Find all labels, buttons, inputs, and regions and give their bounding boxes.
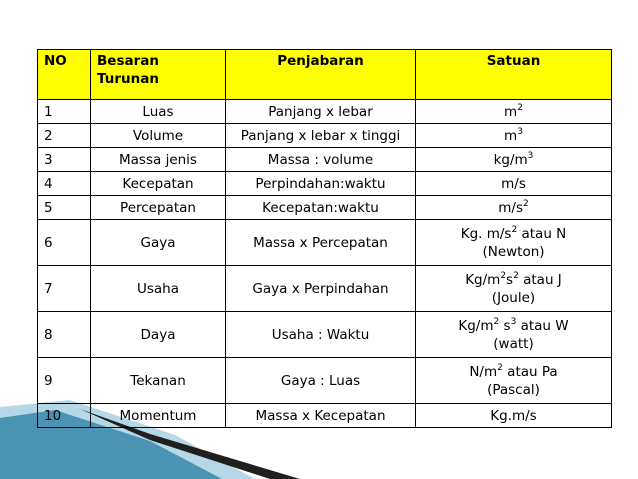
cell-penjabaran: Kecepatan:waktu (226, 196, 416, 220)
table-row (38, 404, 612, 428)
cell-besaran: Volume (91, 124, 226, 148)
satuan-exponent: 2 (517, 102, 523, 113)
header-besaran-turunan (91, 50, 226, 100)
satuan-text: atau N (517, 225, 567, 242)
cell-satuan (416, 220, 612, 266)
satuan-text: m (504, 127, 518, 144)
cell-no: 5 (38, 196, 91, 220)
cell-penjabaran: Perpindahan:waktu (226, 172, 416, 196)
cell-satuan (416, 358, 612, 404)
cell-satuan (416, 124, 612, 148)
table-row (38, 220, 612, 266)
table-header-row (38, 50, 612, 100)
cell-no: 8 (38, 312, 91, 358)
satuan-text: Kg/m (458, 317, 494, 334)
header-satuan: Satuan (416, 50, 612, 100)
cell-besaran: Percepatan (91, 196, 226, 220)
cell-besaran: Tekanan (91, 358, 226, 404)
cell-besaran: Gaya (91, 220, 226, 266)
satuan-text: kg/m (493, 151, 528, 168)
satuan-name: (Newton) (482, 243, 545, 260)
header-no: NO (38, 50, 91, 100)
satuan-exponent: 2 (497, 362, 503, 373)
satuan-exponent: 3 (517, 126, 523, 137)
cell-penjabaran: Panjang x lebar (226, 100, 416, 124)
header-besaran-line2: Turunan (97, 71, 159, 87)
satuan-exponent: 2 (511, 224, 518, 235)
cell-satuan (416, 172, 612, 196)
cell-besaran: Massa jenis (91, 148, 226, 172)
table-row (38, 196, 612, 220)
satuan-exponent: 2 (500, 270, 507, 281)
satuan-text: s (506, 271, 514, 288)
satuan-text: m/s (498, 199, 523, 216)
satuan-text: m/s (501, 175, 526, 192)
derived-quantities-table (37, 49, 612, 428)
satuan-text: Kg. m/s (460, 225, 512, 242)
satuan-name: (Pascal) (487, 381, 540, 398)
cell-satuan (416, 312, 612, 358)
satuan-exponent: 3 (510, 316, 517, 327)
table-row (38, 124, 612, 148)
satuan-text: atau W (516, 317, 569, 334)
table-row (38, 358, 612, 404)
cell-satuan (416, 100, 612, 124)
satuan-text: atau Pa (502, 363, 558, 380)
cell-satuan (416, 148, 612, 172)
cell-satuan (416, 404, 612, 428)
table-row (38, 266, 612, 312)
cell-penjabaran: Massa x Percepatan (226, 220, 416, 266)
cell-penjabaran: Usaha : Waktu (226, 312, 416, 358)
cell-no: 7 (38, 266, 91, 312)
cell-no: 1 (38, 100, 91, 124)
cell-penjabaran: Gaya x Perpindahan (226, 266, 416, 312)
cell-besaran: Daya (91, 312, 226, 358)
cell-penjabaran: Massa : volume (226, 148, 416, 172)
satuan-text: Kg/m (465, 271, 501, 288)
cell-penjabaran: Panjang x lebar x tinggi (226, 124, 416, 148)
cell-penjabaran: Massa x Kecepatan (226, 404, 416, 428)
cell-no: 10 (38, 404, 91, 428)
table-row (38, 312, 612, 358)
table-row (38, 148, 612, 172)
cell-besaran: Momentum (91, 404, 226, 428)
satuan-text: s (499, 317, 511, 334)
cell-satuan (416, 196, 612, 220)
cell-no: 3 (38, 148, 91, 172)
cell-penjabaran: Gaya : Luas (226, 358, 416, 404)
satuan-name: (Joule) (491, 289, 536, 306)
satuan-text: atau J (518, 271, 562, 288)
satuan-name: (watt) (493, 335, 534, 352)
cell-satuan (416, 266, 612, 312)
cell-no: 6 (38, 220, 91, 266)
header-penjabaran: Penjabaran (226, 50, 416, 100)
satuan-exponent: 3 (527, 150, 534, 161)
cell-besaran: Kecepatan (91, 172, 226, 196)
table-row (38, 100, 612, 124)
header-besaran-line1: Besaran (97, 53, 159, 69)
table-row (38, 172, 612, 196)
cell-no: 2 (38, 124, 91, 148)
satuan-text: N/m (469, 363, 498, 380)
satuan-text: m (504, 103, 518, 120)
satuan-exponent: 2 (523, 198, 529, 209)
cell-no: 9 (38, 358, 91, 404)
satuan-exponent: 2 (513, 270, 519, 281)
satuan-text: Kg.m/s (490, 407, 537, 424)
satuan-exponent: 2 (493, 316, 500, 327)
cell-no: 4 (38, 172, 91, 196)
cell-besaran: Usaha (91, 266, 226, 312)
cell-besaran: Luas (91, 100, 226, 124)
